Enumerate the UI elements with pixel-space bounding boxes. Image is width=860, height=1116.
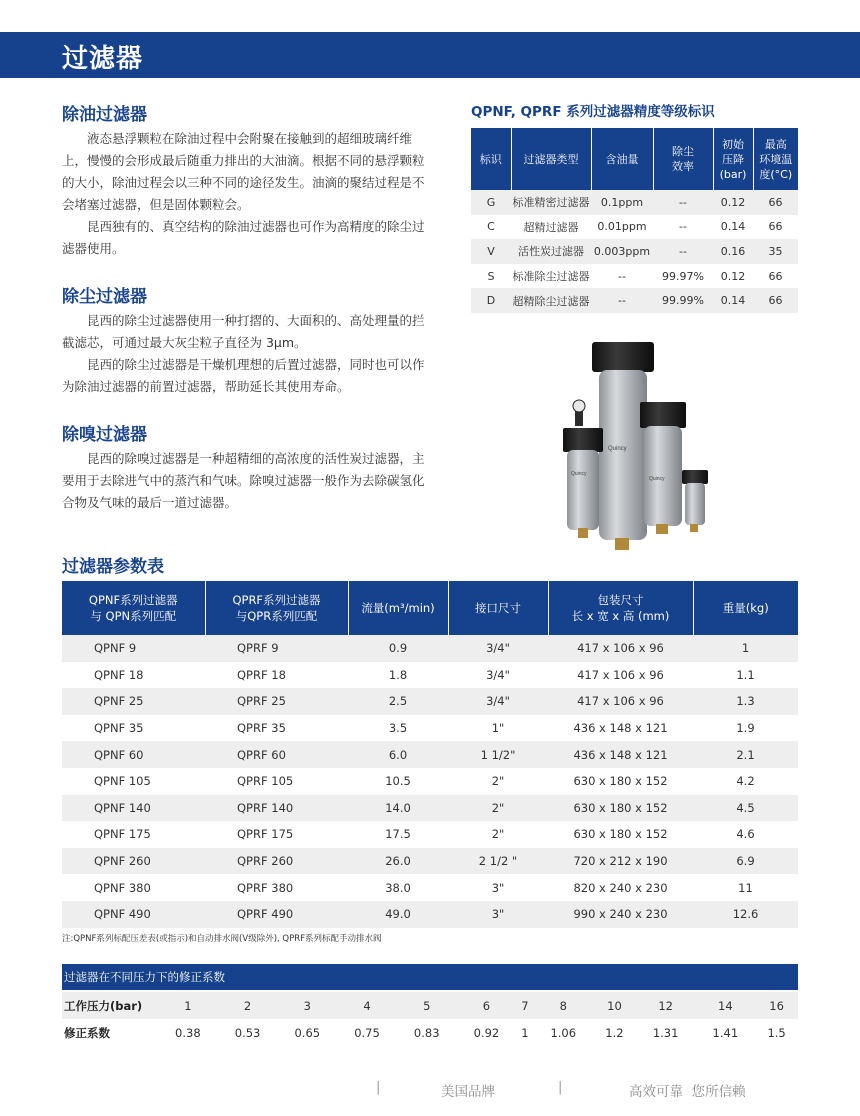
factor-value: 0.92	[457, 1019, 517, 1046]
param-cell: 2 1/2 "	[448, 848, 548, 875]
param-cell: QPNF 35	[62, 715, 205, 742]
param-cell: QPNF 175	[62, 821, 205, 848]
factor-value: 1.2	[593, 1019, 636, 1046]
grade-row	[471, 288, 798, 313]
factor-row	[62, 1019, 798, 1046]
param-cell: 12.6	[693, 901, 798, 928]
grade-cell: 66	[753, 215, 798, 240]
oil-paragraph-2: 昆西独有的、真空结构的除油过滤器也可作为高精度的除尘过滤器使用。	[62, 219, 425, 256]
grade-header: 最高 环境温 度(°C)	[753, 128, 798, 190]
factor-value: 0.53	[218, 1019, 278, 1046]
param-cell: 2.5	[348, 688, 448, 715]
grade-cell: 0.12	[713, 190, 753, 215]
footer-separator: |	[558, 1080, 563, 1095]
param-cell: QPRF 35	[205, 715, 348, 742]
param-cell: QPRF 175	[205, 821, 348, 848]
grade-row	[471, 215, 798, 240]
param-row	[62, 662, 798, 689]
footer-separator: |	[376, 1080, 381, 1095]
pressure-value: 6	[457, 992, 517, 1019]
pressure-value: 1	[158, 992, 218, 1019]
grade-cell: V	[471, 239, 511, 264]
param-cell: 3/4"	[448, 635, 548, 662]
pressure-value: 8	[533, 992, 593, 1019]
grade-cell: --	[653, 215, 713, 240]
param-cell: 11	[693, 874, 798, 901]
param-cell: QPNF 380	[62, 874, 205, 901]
param-cell: 820 x 240 x 230	[548, 874, 693, 901]
filter-medium-left	[563, 400, 603, 538]
param-header: 接口尺寸	[448, 581, 548, 635]
param-cell: 1.9	[693, 715, 798, 742]
factor-value: 0.83	[397, 1019, 457, 1046]
grade-cell: 超精除尘过滤器	[511, 288, 591, 313]
correction-table-title: 过滤器在不同压力下的修正系数	[62, 964, 798, 990]
param-table-title: 过滤器参数表	[62, 557, 164, 577]
param-row	[62, 874, 798, 901]
pressure-value: 2	[218, 992, 278, 1019]
grade-cell: 0.14	[713, 215, 753, 240]
page-title: 过滤器	[62, 44, 144, 74]
dust-paragraph-2: 昆西的除尘过滤器是干燥机理想的后置过滤器，同时也可以作为除油过滤器的前置过滤器，帮助延长其使用寿命。	[62, 357, 425, 394]
param-note: 注:QPNF系列标配压差表(或指示)和自动排水阀(V级除外), QPRF系列标配手动排水阀	[62, 934, 382, 944]
brand-mark: Quincy	[649, 476, 665, 482]
odor-paragraph-1: 昆西的除嗅过滤器是一种超精细的高浓度的活性炭过滤器，主要用于去除进气中的蒸汽和气味。除嗅过滤器一般作为去除碳氢化合物及气味的最后一道过滤器。	[62, 451, 425, 510]
grade-table-title: QPNF, QPRF 系列过滤器精度等级标识	[471, 104, 715, 120]
grade-cell: 0.1ppm	[591, 190, 653, 215]
factor-label: 修正系数	[62, 1019, 158, 1046]
param-cell: 17.5	[348, 821, 448, 848]
param-cell: QPRF 260	[205, 848, 348, 875]
param-cell: 38.0	[348, 874, 448, 901]
param-cell: 4.5	[693, 795, 798, 822]
brand-mark: Quincy	[571, 471, 587, 477]
param-header: QPRF系列过滤器 与QPR系列匹配	[205, 581, 348, 635]
param-row	[62, 688, 798, 715]
param-header: QPNF系列过滤器 与 QPN系列匹配	[62, 581, 205, 635]
param-cell: 10.5	[348, 768, 448, 795]
param-cell: 2"	[448, 768, 548, 795]
grade-row	[471, 264, 798, 289]
param-cell: 6.9	[693, 848, 798, 875]
param-row	[62, 741, 798, 768]
pressure-value: 5	[397, 992, 457, 1019]
param-cell: 2"	[448, 821, 548, 848]
param-cell: QPNF 490	[62, 901, 205, 928]
param-cell: 3.5	[348, 715, 448, 742]
param-cell: QPNF 105	[62, 768, 205, 795]
grade-row	[471, 239, 798, 264]
param-cell: 436 x 148 x 121	[548, 741, 693, 768]
filter-product-image	[555, 340, 725, 555]
param-header: 包装尺寸 长 x 宽 x 高 (mm)	[548, 581, 693, 635]
param-cell: 3/4"	[448, 688, 548, 715]
oil-paragraph-1: 液态悬浮颗粒在除油过程中会附聚在接触到的超细玻璃纤维上，慢慢的会形成最后随重力排出的大油滴。根据不同的悬浮颗粒的大小，除油过程会以三种不同的途径发生。油滴的聚结过程是不会堵塞过滤器，但是固体颗粒会。	[62, 131, 425, 212]
factor-value: 1.31	[636, 1019, 696, 1046]
filter-medium-right	[640, 402, 686, 534]
grade-cell: 活性炭过滤器	[511, 239, 591, 264]
pressure-value: 16	[755, 992, 798, 1019]
grade-cell: 标准精密过滤器	[511, 190, 591, 215]
param-cell: 14.0	[348, 795, 448, 822]
grade-cell: --	[653, 190, 713, 215]
grade-cell: 0.14	[713, 288, 753, 313]
grade-cell: --	[591, 288, 653, 313]
grade-header: 含油量	[591, 128, 653, 190]
param-cell: QPNF 9	[62, 635, 205, 662]
correction-table	[62, 992, 798, 1046]
param-cell: QPRF 490	[205, 901, 348, 928]
param-row	[62, 901, 798, 928]
param-row	[62, 821, 798, 848]
pressure-value: 3	[277, 992, 337, 1019]
param-row	[62, 635, 798, 662]
param-row	[62, 848, 798, 875]
dust-paragraph-1: 昆西的除尘过滤器使用一种打摺的、大面积的、高处理量的拦截滤芯，可通过最大灰尘粒子直径为 3μm。	[62, 313, 425, 350]
grade-cell: 35	[753, 239, 798, 264]
grade-cell: G	[471, 190, 511, 215]
param-cell: 990 x 240 x 230	[548, 901, 693, 928]
param-cell: 3"	[448, 901, 548, 928]
param-cell: 1 1/2"	[448, 741, 548, 768]
param-row	[62, 768, 798, 795]
grade-header: 初始 压降 (bar)	[713, 128, 753, 190]
grade-table	[471, 128, 798, 313]
param-row	[62, 715, 798, 742]
factor-value: 1.06	[533, 1019, 593, 1046]
factor-value: 0.75	[337, 1019, 397, 1046]
param-cell: 4.2	[693, 768, 798, 795]
grade-cell: S	[471, 264, 511, 289]
param-cell: QPRF 25	[205, 688, 348, 715]
param-cell: QPRF 140	[205, 795, 348, 822]
param-cell: 0.9	[348, 635, 448, 662]
param-cell: QPRF 18	[205, 662, 348, 689]
param-cell: QPNF 140	[62, 795, 205, 822]
param-cell: 26.0	[348, 848, 448, 875]
section-heading-dust: 除尘过滤器	[62, 287, 147, 307]
grade-cell: 66	[753, 190, 798, 215]
pressure-value: 14	[696, 992, 756, 1019]
param-cell: 436 x 148 x 121	[548, 715, 693, 742]
grade-header: 标识	[471, 128, 511, 190]
param-cell: 6.0	[348, 741, 448, 768]
grade-cell: 99.99%	[653, 288, 713, 313]
footer-right: 高效可靠 您所信赖	[629, 1084, 746, 1100]
grade-cell: 66	[753, 264, 798, 289]
grade-cell: --	[653, 239, 713, 264]
param-cell: 1.3	[693, 688, 798, 715]
param-cell: 2"	[448, 795, 548, 822]
param-cell: QPNF 25	[62, 688, 205, 715]
grade-header: 除尘 效率	[653, 128, 713, 190]
pressure-row	[62, 992, 798, 1019]
pressure-label: 工作压力(bar)	[62, 992, 158, 1019]
param-row	[62, 795, 798, 822]
param-cell: 1"	[448, 715, 548, 742]
param-cell: 417 x 106 x 96	[548, 662, 693, 689]
param-cell: QPRF 9	[205, 635, 348, 662]
grade-row	[471, 190, 798, 215]
param-cell: QPNF 18	[62, 662, 205, 689]
brand-mark: Quincy	[608, 446, 627, 452]
factor-value: 1.5	[755, 1019, 798, 1046]
pressure-value: 12	[636, 992, 696, 1019]
param-header: 流量(m³/min)	[348, 581, 448, 635]
factor-value: 1.41	[696, 1019, 756, 1046]
param-cell: 720 x 212 x 190	[548, 848, 693, 875]
pressure-value: 7	[516, 992, 533, 1019]
param-cell: 630 x 180 x 152	[548, 768, 693, 795]
grade-cell: D	[471, 288, 511, 313]
param-cell: QPRF 380	[205, 874, 348, 901]
param-header: 重量(kg)	[693, 581, 798, 635]
param-cell: 417 x 106 x 96	[548, 688, 693, 715]
param-cell: 630 x 180 x 152	[548, 795, 693, 822]
factor-value: 0.38	[158, 1019, 218, 1046]
param-cell: 49.0	[348, 901, 448, 928]
footer-left: 美国品牌	[441, 1084, 495, 1100]
title-band	[0, 32, 860, 78]
param-cell: 1	[693, 635, 798, 662]
grade-cell: 0.01ppm	[591, 215, 653, 240]
grade-cell: 标准除尘过滤器	[511, 264, 591, 289]
param-cell: QPNF 60	[62, 741, 205, 768]
grade-cell: --	[591, 264, 653, 289]
param-cell: QPNF 260	[62, 848, 205, 875]
filter-small	[682, 470, 708, 532]
grade-cell: 超精过滤器	[511, 215, 591, 240]
pressure-value: 10	[593, 992, 636, 1019]
param-cell: 4.6	[693, 821, 798, 848]
grade-cell: 0.12	[713, 264, 753, 289]
param-cell: 417 x 106 x 96	[548, 635, 693, 662]
pressure-value: 4	[337, 992, 397, 1019]
param-table	[62, 581, 798, 928]
section-heading-oil: 除油过滤器	[62, 105, 147, 125]
param-cell: QPRF 105	[205, 768, 348, 795]
param-cell: 630 x 180 x 152	[548, 821, 693, 848]
factor-value: 0.65	[277, 1019, 337, 1046]
grade-cell: 99.97%	[653, 264, 713, 289]
param-cell: 1.1	[693, 662, 798, 689]
param-cell: QPRF 60	[205, 741, 348, 768]
param-cell: 1.8	[348, 662, 448, 689]
param-cell: 3/4"	[448, 662, 548, 689]
param-cell: 3"	[448, 874, 548, 901]
grade-cell: 0.003ppm	[591, 239, 653, 264]
factor-value: 1	[516, 1019, 533, 1046]
grade-cell: 66	[753, 288, 798, 313]
param-cell: 2.1	[693, 741, 798, 768]
grade-cell: C	[471, 215, 511, 240]
grade-header: 过滤器类型	[511, 128, 591, 190]
section-heading-odor: 除嗅过滤器	[62, 425, 147, 445]
grade-cell: 0.16	[713, 239, 753, 264]
